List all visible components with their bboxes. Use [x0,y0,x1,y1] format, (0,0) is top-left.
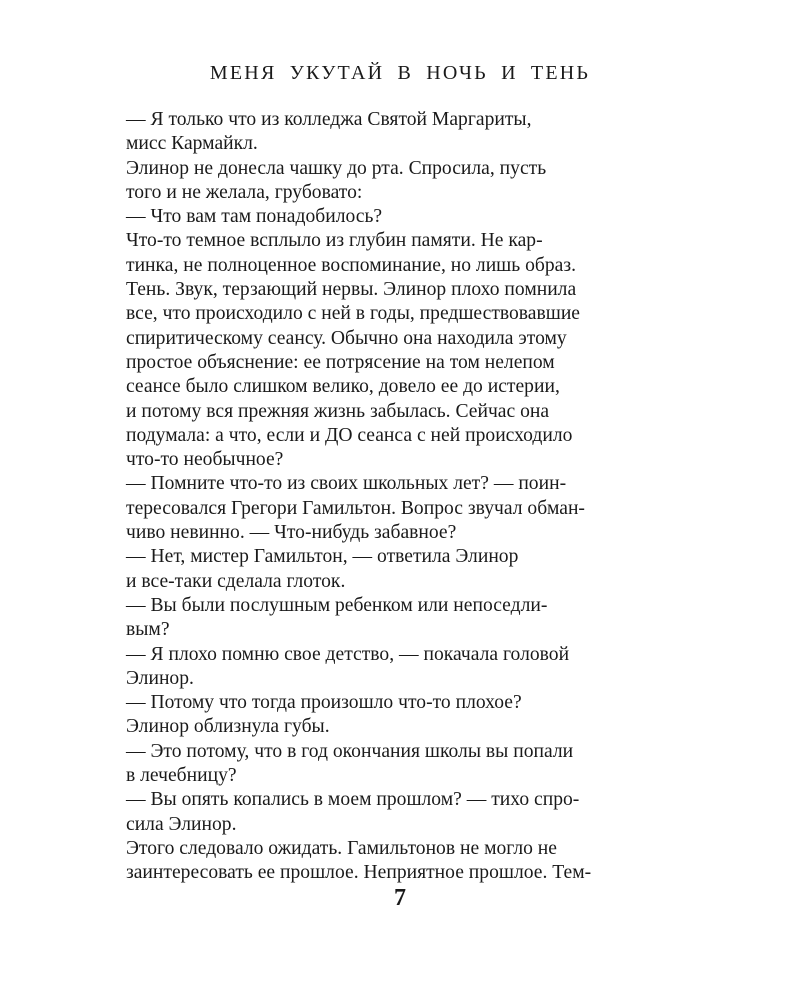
text-line: — Вы были послушным ребенком или непоседли- [126,594,548,616]
text-line: спиритическому сеансу. Обычно она находила этому [126,327,567,349]
text-line: заинтересовать ее прошлое. Неприятное прошлое. Тем- [126,862,592,884]
text-line: того и не желала, грубовато: [126,181,363,203]
text-line: тересовался Грегори Гамильтон. Вопрос звучал обман- [126,497,585,519]
text-line: простое объяснение: ее потрясение на том нелепом [126,351,555,373]
text-line: — Помните что-то из своих школьных лет? — поин- [126,473,567,495]
text-line: — Вы опять копались в моем прошлом? — тихо спро- [126,789,580,811]
text-line: Что-то темное всплыло из глубин памяти. Не кар- [126,230,543,252]
text-line: — Это потому, что в год окончания школы вы попали [126,740,574,762]
text-line: сеансе было слишком велико, довело ее до истерии, [126,376,560,398]
text-line: — Что вам там понадобилось? [126,206,383,228]
text-line: мисс Кармайкл. [126,133,258,155]
text-line: — Нет, мистер Гамильтон, — ответила Элинор [126,546,519,568]
text-line: — Я только что из колледжа Святой Маргариты, [126,109,532,130]
text-line: в лечебницу? [126,765,237,787]
text-line: и все-таки сделала глоток. [126,570,346,592]
text-line: и потому вся прежняя жизнь забылась. Сейчас она [126,400,550,422]
text-line: — Я плохо помню свое детство, — покачала головой [126,643,570,665]
text-line: вым? [126,619,170,641]
text-line: чиво невинно. — Что-нибудь забавное? [126,522,457,544]
text-line: Элинор. [126,667,194,689]
body-text [122,108,659,886]
text-line: тинка, не полноценное воспоминание, но лишь образ. [126,254,577,276]
text-line: Элинор облизнула губы. [126,716,330,738]
text-line: — Потому что тогда произошло что-то плохое? [126,692,522,714]
page-number: 7 [394,885,406,911]
text-line: Тень. Звук, терзающий нервы. Элинор плохо помнила [126,279,577,301]
text-line: сила Элинор. [126,813,237,835]
running-head: МЕНЯ УКУТАЙ В НОЧЬ И ТЕНЬ [209,62,591,84]
text-line: подумала: а что, если и ДО сеанса с ней происходило [126,424,573,446]
text-line: что-то необычное? [126,449,284,471]
text-line: все, что происходило с ней в годы, предшествовавшие [126,303,581,325]
text-line: Этого следовало ожидать. Гамильтонов не могло не [126,837,557,859]
text-line: Элинор не донесла чашку до рта. Спросила, пусть [126,157,547,179]
